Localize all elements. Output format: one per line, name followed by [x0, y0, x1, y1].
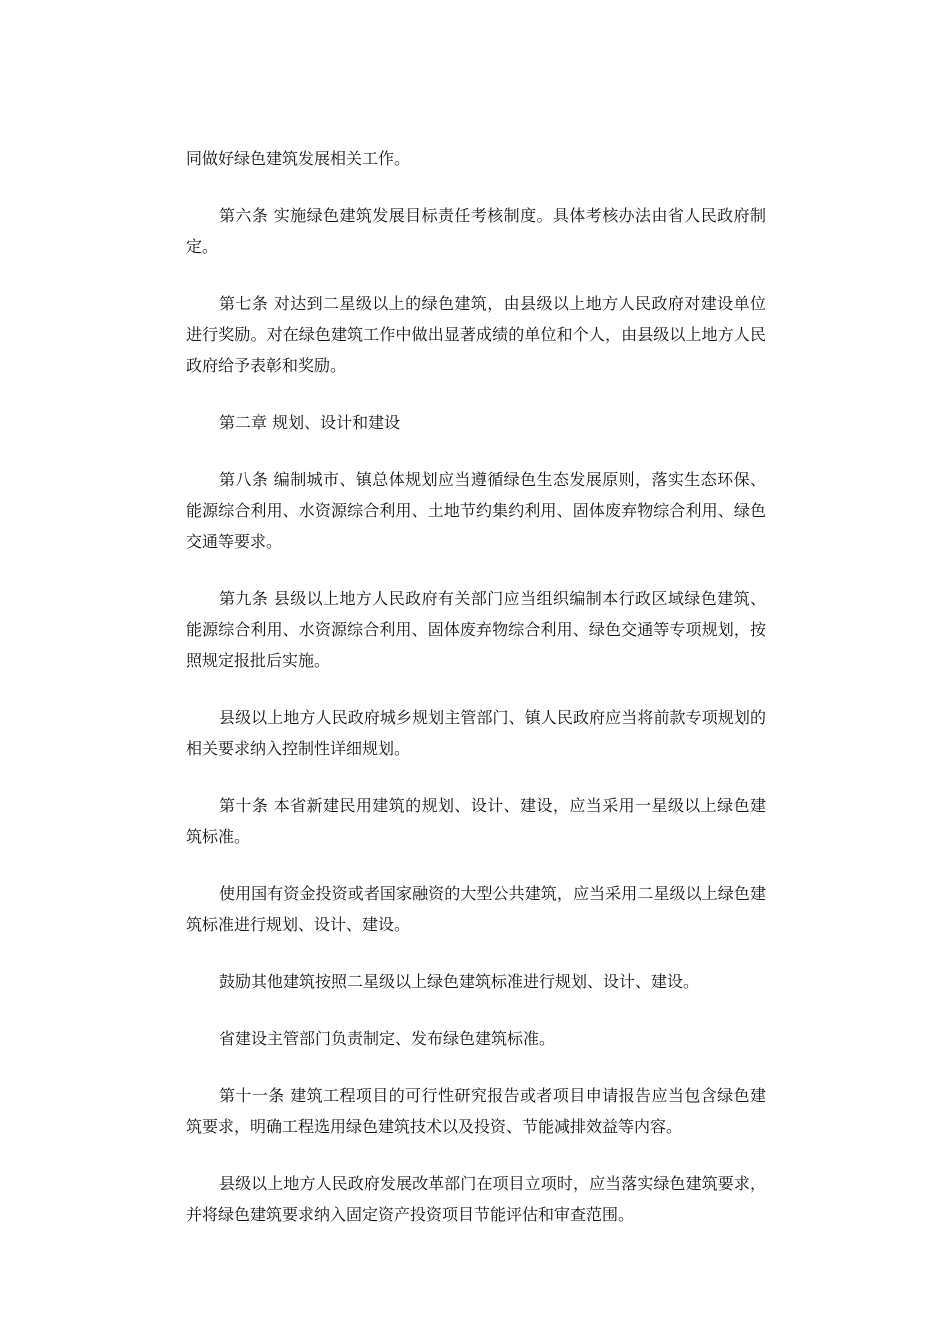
- article-10-clause-2: 使用国有资金投资或者国家融资的大型公共建筑，应当采用二星级以上绿色建筑标准进行规划、设计、建设。: [186, 884, 766, 934]
- article-7-paragraph: 第七条 对达到二星级以上的绿色建筑，由县级以上地方人民政府对建设单位进行奖励。对在绿色建筑工作中做出显著成绩的单位和个人，由县级以上地方人民政府给予表彰和奖励。: [186, 294, 766, 375]
- chapter-2-heading: 第二章 规划、设计和建设: [219, 413, 401, 432]
- article-10-paragraph: 第十条 本省新建民用建筑的规划、设计、建设，应当采用一星级以上绿色建筑标准。: [186, 796, 766, 846]
- article-9-paragraph: 第九条 县级以上地方人民政府有关部门应当组织编制本行政区域绿色建筑、能源综合利用、水资源综合利用、固体废弃物综合利用、绿色交通等专项规划，按照规定报批后实施。: [186, 589, 766, 670]
- article-10-clause-3: 鼓励其他建筑按照二星级以上绿色建筑标准进行规划、设计、建设。: [219, 972, 700, 991]
- article-6-paragraph: 第六条 实施绿色建筑发展目标责任考核制度。具体考核办法由省人民政府制定。: [186, 206, 766, 256]
- document-body: [186, 143, 766, 1256]
- article-8-paragraph: 第八条 编制城市、镇总体规划应当遵循绿色生态发展原则，落实生态环保、能源综合利用、水资源综合利用、土地节约集约利用、固体废弃物综合利用、绿色交通等要求。: [186, 470, 766, 551]
- article-10-clause-4: 省建设主管部门负责制定、发布绿色建筑标准。: [219, 1029, 556, 1048]
- article-11-clause-2: 县级以上地方人民政府发展改革部门在项目立项时，应当落实绿色建筑要求，并将绿色建筑要求纳入固定资产投资项目节能评估和审查范围。: [186, 1174, 766, 1224]
- paragraph-continuation: 同做好绿色建筑发展相关工作。: [186, 149, 411, 168]
- article-9-clause-2: 县级以上地方人民政府城乡规划主管部门、镇人民政府应当将前款专项规划的相关要求纳入控制性详细规划。: [186, 708, 766, 758]
- article-11-paragraph: 第十一条 建筑工程项目的可行性研究报告或者项目申请报告应当包含绿色建筑要求，明确工程选用绿色建筑技术以及投资、节能减排效益等内容。: [186, 1086, 766, 1136]
